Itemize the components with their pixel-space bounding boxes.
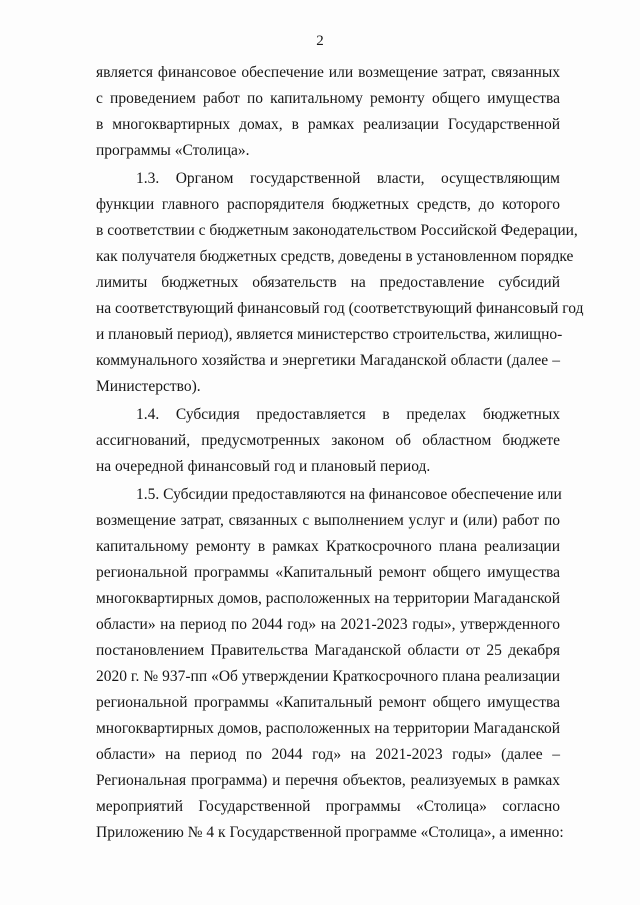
text-line: программы «Столица». [96, 142, 250, 159]
text-line: на соответствующий финансовый год (соответствующий финансовый год [96, 300, 584, 317]
text-line: лимиты бюджетных обязательств на предоставление субсидий [96, 274, 560, 291]
text-line: Приложению № 4 к Государственной программе «Столица», а именно: [96, 824, 564, 841]
text-line: области» на период по 2044 год» на 2021-2023 годы», утвержденного [96, 616, 560, 633]
paragraph-1-3 [96, 166, 584, 400]
text-line: мероприятий Государственной программы «Столица» согласно [96, 798, 560, 815]
text-line: многоквартирных домов, расположенных на территории Магаданской [96, 720, 560, 737]
text-line: как получателя бюджетных средств, доведены в установленном порядке [96, 248, 574, 265]
paragraph-1-5 [96, 482, 564, 846]
text-line: 1.5. Субсидии предоставляются на финансовое обеспечение или [136, 486, 562, 503]
text-line: на очередной финансовый год и плановый период. [96, 458, 431, 475]
text-line: функции главного распорядителя бюджетных средств, до которого [96, 196, 560, 213]
text-line: ассигнований, предусмотренных законом об областном бюджете [96, 432, 560, 449]
page-number: 2 [316, 33, 324, 49]
text-line: области» на период по 2044 год» на 2021-2023 годы» (далее – [96, 746, 560, 763]
text-line: в соответствии с бюджетным законодательством Российской Федерации, [96, 222, 578, 239]
text-line: 1.3. Органом государственной власти, осуществляющим [136, 170, 560, 187]
text-line: и плановый период), является министерство строительства, жилищно- [96, 326, 563, 343]
text-line: постановлением Правительства Магаданской области от 25 декабря [96, 642, 560, 659]
document-body [96, 60, 584, 846]
text-line: коммунального хозяйства и энергетики Магаданской области (далее – [96, 352, 560, 369]
text-line: многоквартирных домов, расположенных на территории Магаданской [96, 590, 560, 607]
text-line: является финансовое обеспечение или возмещение затрат, связанных [96, 64, 560, 81]
text-line: 1.4. Субсидия предоставляется в пределах бюджетных [136, 406, 560, 423]
text-line: региональной программы «Капитальный ремонт общего имущества [96, 694, 560, 711]
paragraph-1 [96, 60, 560, 164]
paragraph-1-4 [96, 402, 560, 480]
text-line: 2020 г. № 937-пп «Об утверждении Краткосрочного плана реализации [96, 668, 560, 685]
text-line: с проведением работ по капитальному ремонту общего имущества [96, 90, 560, 107]
text-line: в многоквартирных домах, в рамках реализации Государственной [96, 116, 560, 133]
text-line: возмещение затрат, связанных с выполнением услуг и (или) работ по [96, 512, 560, 529]
text-line: Министерство). [96, 378, 201, 395]
text-line: капитальному ремонту в рамках Краткосрочного плана реализации [96, 538, 560, 555]
text-line: региональной программы «Капитальный ремонт общего имущества [96, 564, 560, 581]
text-line: Региональная программа) и перечня объектов, реализуемых в рамках [96, 772, 560, 789]
